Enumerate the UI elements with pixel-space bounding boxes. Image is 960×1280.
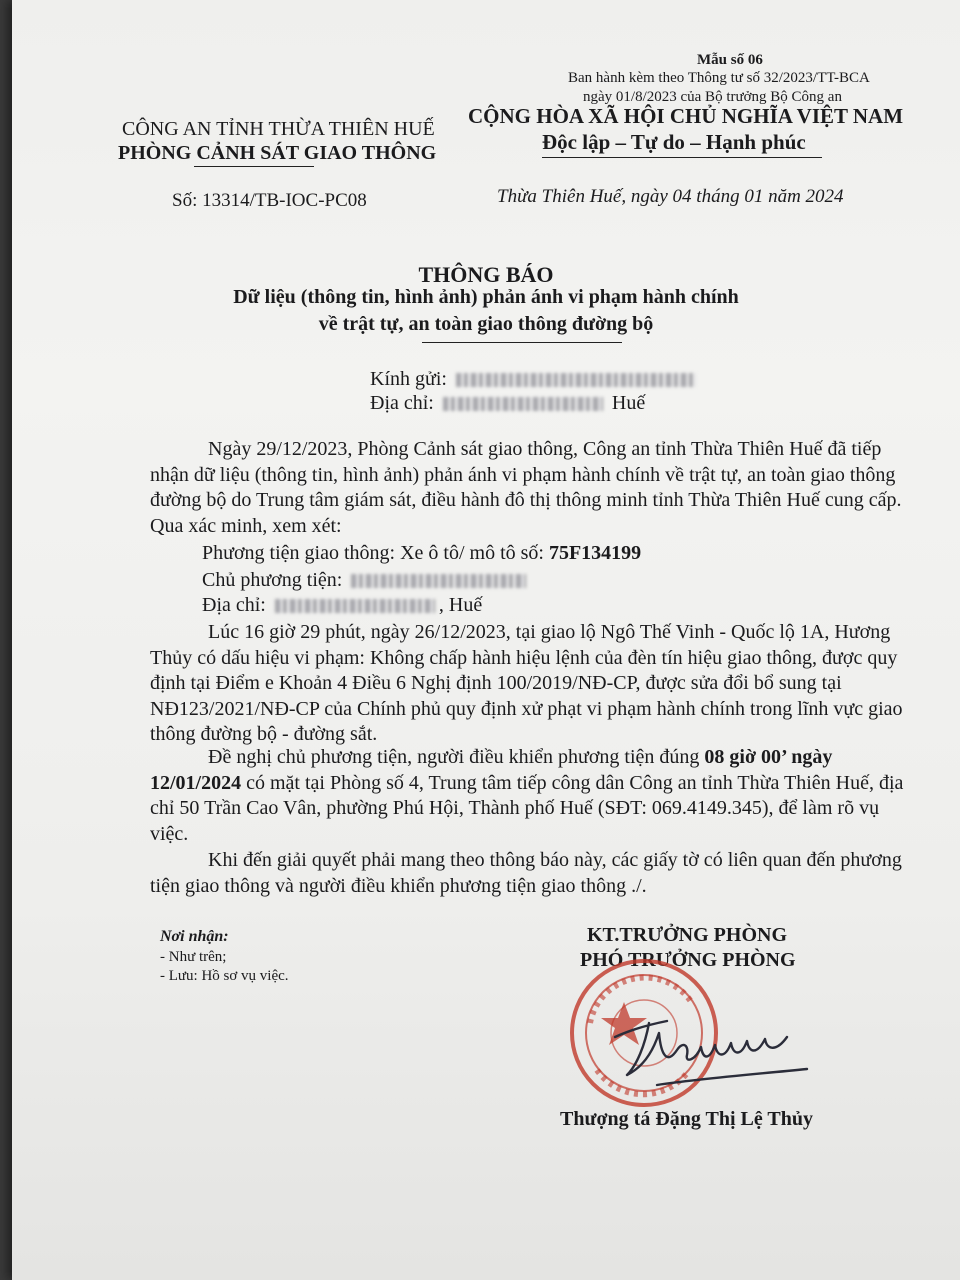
form-issuance-date: ngày 01/8/2023 của Bộ trưởng Bộ Công an [583, 89, 842, 105]
redacted-owner-address [275, 599, 435, 613]
document-page [12, 0, 960, 1280]
summons-text-end: có mặt tại Phòng số 4, Trung tâm tiếp công dân Công an tỉnh Thừa Thiên Huế, địa chỉ 50 Trần Cao Vân, phường Phú Hội, Thành phố Huế (SĐT: 069.4149.345), để làm rõ vụ việc. [150, 771, 904, 845]
form-number: Mẫu số 06 [697, 52, 763, 68]
recipients-item: - Lưu: Hồ sơ vụ việc. [160, 968, 289, 984]
form-issuance-line: Ban hành kèm theo Thông tư số 32/2023/TT-BCA [568, 70, 870, 86]
recipient-line [370, 368, 700, 391]
document-subtitle-2: về trật tự, an toàn giao thông đường bộ [318, 313, 654, 335]
recipient-address-label: Địa chỉ: [370, 392, 434, 414]
title-underline [422, 342, 622, 343]
handwritten-signature-icon [597, 1005, 812, 1095]
signature-title: KT.TRƯỞNG PHÒNG [587, 924, 787, 946]
document-title: THÔNG BÁO [418, 262, 554, 287]
document-subtitle-1: Dữ liệu (thông tin, hình ảnh) phản ánh vi phạm hành chính [233, 286, 739, 308]
owner-address-line [202, 594, 482, 617]
summons-text-start: Đề nghị chủ phương tiện, người điều khiển phương tiện đúng [208, 746, 705, 768]
paragraph-intro: Ngày 29/12/2023, Phòng Cảnh sát giao thông, Công an tỉnh Thừa Thiên Huế đã tiếp nhận dữ liệu (thông tin, hình ảnh) phản ánh vi phạm hành chính về trật tự, an toàn giao thông đường bộ do Trung tâm giám sát, điều hành đô thị thông minh tỉnh Thừa Thiên Huế cung cấp. Qua xác minh, xem xét: [150, 438, 902, 537]
recipients-item: - Như trên; [160, 949, 227, 965]
paragraph-violation: Lúc 16 giờ 29 phút, ngày 26/12/2023, tại giao lộ Ngô Thế Vinh - Quốc lộ 1A, Hương Thủy có dấu hiệu vi phạm: Không chấp hành hiệu lệnh của đèn tín hiệu giao thông, được quy định tại Điểm e Khoản 4 Điều 6 Nghị định 100/2019/NĐ-CP, được sửa đổi bổ sung tại NĐ123/2021/NĐ-CP của Chính phủ quy định xử phạt vi phạm hành chính trong lĩnh vực giao thông đường bộ - đường sắt. [150, 621, 903, 745]
motto-underline [542, 157, 822, 158]
national-title: CỘNG HÒA XÃ HỘI CHỦ NGHĨA VIỆT NAM [468, 104, 904, 128]
recipients-label: Nơi nhận: [160, 928, 229, 945]
summons-time: 08 giờ 00’ ngày 12/01/2024 [150, 746, 833, 794]
agency-parent: CÔNG AN TỈNH THỪA THIÊN HUẾ [122, 118, 435, 140]
owner-label: Chủ phương tiện: [202, 569, 343, 591]
signer-name: Thượng tá Đặng Thị Lệ Thủy [560, 1108, 813, 1130]
owner-address-city: , Huế [438, 594, 483, 616]
national-motto: Độc lập – Tự do – Hạnh phúc [542, 130, 806, 154]
recipient-label: Kính gửi: [370, 368, 447, 390]
redacted-recipient-name [456, 373, 696, 387]
vehicle-label: Phương tiện giao thông: Xe ô tô/ mô tô số: [202, 542, 549, 564]
vehicle-plate: 75F134199 [548, 542, 642, 564]
signature-position: PHÓ TRƯỞNG PHÒNG [580, 949, 796, 971]
owner-address-label: Địa chỉ: [202, 594, 266, 616]
owner-line [202, 569, 530, 592]
document-number: Số: 13314/TB-IOC-PC08 [172, 190, 367, 211]
place-date: Thừa Thiên Huế, ngày 04 tháng 01 năm 2024 [497, 186, 844, 207]
redacted-recipient-address [443, 397, 603, 411]
recipient-address-line [370, 392, 645, 415]
vehicle-line [202, 542, 641, 565]
paragraph-requirements: Khi đến giải quyết phải mang theo thông báo này, các giấy tờ có liên quan đến phương tiện giao thông và người điều khiển phương tiện giao thông ./. [150, 849, 902, 897]
recipient-address-city: Huế [611, 392, 646, 414]
agency-underline [194, 166, 314, 167]
agency-name: PHÒNG CẢNH SÁT GIAO THÔNG [118, 142, 437, 164]
redacted-owner-name [351, 574, 526, 588]
paragraph-summons [150, 745, 910, 847]
